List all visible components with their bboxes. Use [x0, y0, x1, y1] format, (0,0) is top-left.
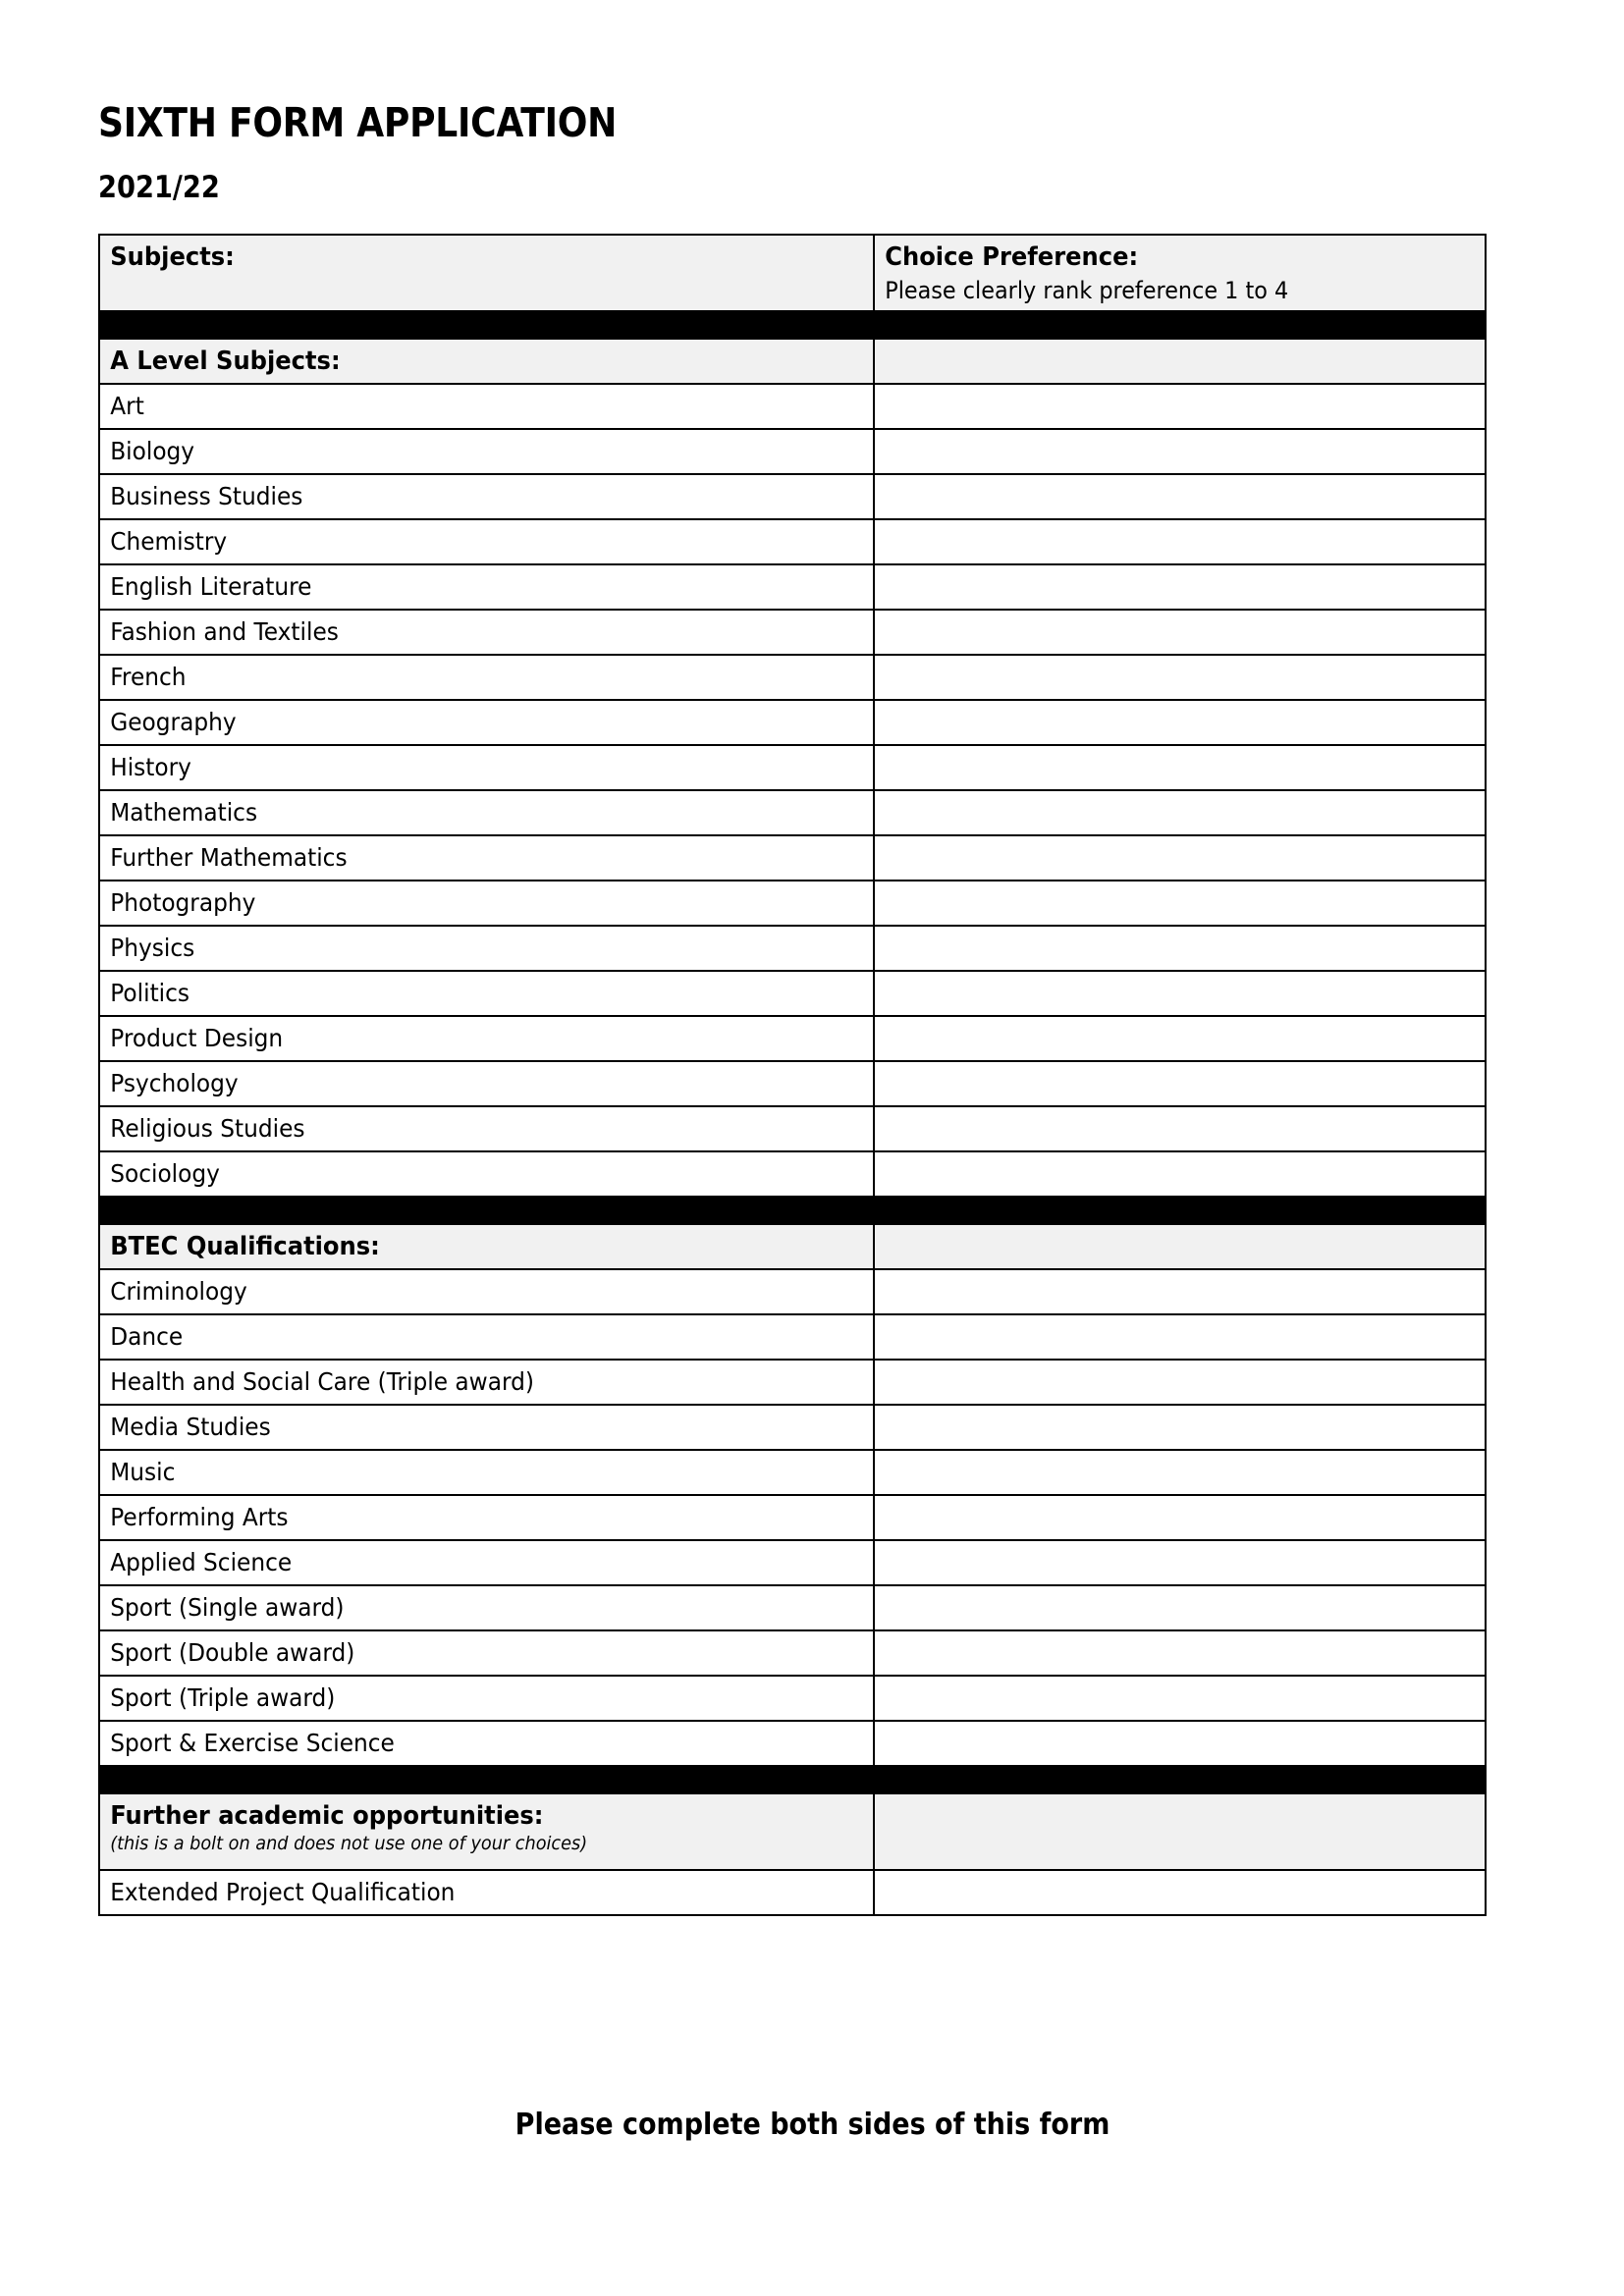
- section-divider-bar-left: [99, 1766, 874, 1793]
- subject-name-cell: [99, 1016, 874, 1061]
- subject-name-cell: [99, 1061, 874, 1106]
- table-row: [99, 1360, 1486, 1405]
- table-row: [99, 1269, 1486, 1314]
- table-row: [99, 745, 1486, 790]
- subject-name-label: Music: [110, 1458, 176, 1487]
- subject-name-label: Sport (Single award): [110, 1593, 345, 1623]
- subject-name-cell: [99, 1676, 874, 1721]
- section-header-row: [99, 1793, 1486, 1870]
- choice-preference-input-cell[interactable]: [874, 1721, 1486, 1766]
- choice-preference-input-cell[interactable]: [874, 1314, 1486, 1360]
- table-header-row: [99, 235, 1486, 311]
- choice-preference-input-cell[interactable]: [874, 835, 1486, 881]
- section-heading-label: A Level Subjects:: [110, 346, 341, 376]
- subject-name-cell: [99, 474, 874, 519]
- table-row: [99, 1540, 1486, 1585]
- section-divider-bar: [99, 1766, 1486, 1793]
- subject-name-cell: [99, 1721, 874, 1766]
- subject-name-cell: [99, 564, 874, 610]
- choice-preference-input-cell[interactable]: [874, 1151, 1486, 1197]
- subject-name-cell: [99, 971, 874, 1016]
- section-divider-bar-left: [99, 311, 874, 339]
- subject-name-cell: [99, 926, 874, 971]
- choice-preference-input-cell[interactable]: [874, 1870, 1486, 1915]
- table-row: [99, 1585, 1486, 1630]
- table-row: [99, 1405, 1486, 1450]
- subject-name-label: Psychology: [110, 1069, 239, 1098]
- subject-name-label: Business Studies: [110, 482, 303, 511]
- subject-name-cell: [99, 790, 874, 835]
- choice-preference-input-cell[interactable]: [874, 519, 1486, 564]
- subject-name-label: Criminology: [110, 1277, 247, 1307]
- table-row: [99, 971, 1486, 1016]
- choice-preference-instruction: Please clearly rank preference 1 to 4: [885, 276, 1289, 304]
- choice-preference-input-cell[interactable]: [874, 1450, 1486, 1495]
- subject-name-cell: [99, 1405, 874, 1450]
- subject-name-cell: [99, 429, 874, 474]
- section-divider-bar-left: [99, 1197, 874, 1224]
- table-row: [99, 1721, 1486, 1766]
- table-row: [99, 700, 1486, 745]
- subject-name-label: Politics: [110, 979, 190, 1008]
- table-row: [99, 519, 1486, 564]
- table-row: [99, 429, 1486, 474]
- section-header-row: [99, 1224, 1486, 1269]
- subjects-header-label: Subjects:: [110, 242, 235, 272]
- subject-name-label: History: [110, 753, 191, 782]
- choice-preference-input-cell[interactable]: [874, 655, 1486, 700]
- table-row: [99, 835, 1486, 881]
- choice-preference-input-cell[interactable]: [874, 1061, 1486, 1106]
- subject-name-label: Mathematics: [110, 798, 258, 828]
- table-row: [99, 1676, 1486, 1721]
- choice-preference-input-cell[interactable]: [874, 700, 1486, 745]
- choice-preference-header-label: Choice Preference:: [885, 242, 1139, 272]
- subject-name-label: Performing Arts: [110, 1503, 289, 1532]
- choice-preference-input-cell[interactable]: [874, 971, 1486, 1016]
- choice-preference-input-cell[interactable]: [874, 1495, 1486, 1540]
- subject-name-cell: [99, 835, 874, 881]
- subject-name-cell: [99, 745, 874, 790]
- subject-name-cell: [99, 1630, 874, 1676]
- subject-name-label: English Literature: [110, 572, 312, 602]
- table-row: [99, 474, 1486, 519]
- section-header-cell: [99, 1793, 874, 1870]
- table-row: [99, 1495, 1486, 1540]
- choice-preference-input-cell[interactable]: [874, 474, 1486, 519]
- section-header-choice-cell[interactable]: [874, 339, 1486, 384]
- subject-name-cell: [99, 1151, 874, 1197]
- choice-preference-input-cell[interactable]: [874, 1269, 1486, 1314]
- subject-name-label: Health and Social Care (Triple award): [110, 1367, 534, 1397]
- section-divider-bar-right: [874, 311, 1486, 339]
- subject-name-cell: [99, 519, 874, 564]
- section-divider-bar-right: [874, 1197, 1486, 1224]
- choice-preference-input-cell[interactable]: [874, 1676, 1486, 1721]
- table-row: [99, 1061, 1486, 1106]
- table-row: [99, 564, 1486, 610]
- subject-name-cell: [99, 1540, 874, 1585]
- choice-preference-input-cell[interactable]: [874, 610, 1486, 655]
- subject-name-label: Photography: [110, 888, 256, 918]
- section-header-choice-cell[interactable]: [874, 1793, 1486, 1870]
- subject-name-cell: [99, 1495, 874, 1540]
- subject-name-label: Sport (Triple award): [110, 1683, 336, 1713]
- subject-name-label: Art: [110, 392, 144, 421]
- header-cell-subjects: [99, 235, 874, 311]
- subject-name-cell: [99, 881, 874, 926]
- choice-preference-input-cell[interactable]: [874, 745, 1486, 790]
- choice-preference-input-cell[interactable]: [874, 384, 1486, 429]
- subject-name-cell: [99, 1314, 874, 1360]
- subject-name-label: Extended Project Qualification: [110, 1878, 456, 1907]
- subject-name-cell: [99, 1269, 874, 1314]
- subject-name-label: Applied Science: [110, 1548, 293, 1577]
- section-heading-label: Further academic opportunities:: [110, 1801, 544, 1831]
- section-heading-label: BTEC Qualifications:: [110, 1231, 380, 1261]
- subject-name-label: Biology: [110, 437, 195, 466]
- table-row: [99, 610, 1486, 655]
- table-row: [99, 384, 1486, 429]
- footer-instruction: [0, 2110, 1624, 2140]
- page-title: SIXTH FORM APPLICATION: [98, 99, 618, 146]
- table-row: [99, 926, 1486, 971]
- subject-name-label: Dance: [110, 1322, 184, 1352]
- subject-choice-table: [98, 234, 1487, 1916]
- table-row: [99, 1106, 1486, 1151]
- subject-name-label: Sport & Exercise Science: [110, 1729, 395, 1758]
- choice-preference-input-cell[interactable]: [874, 1106, 1486, 1151]
- subject-name-label: Physics: [110, 934, 195, 963]
- section-divider-bar: [99, 311, 1486, 339]
- table-row: [99, 1016, 1486, 1061]
- subject-name-cell: [99, 1360, 874, 1405]
- section-header-choice-cell[interactable]: [874, 1224, 1486, 1269]
- subject-name-label: Religious Studies: [110, 1114, 305, 1144]
- subject-name-label: French: [110, 663, 187, 692]
- table-row: [99, 1450, 1486, 1495]
- subject-name-label: Sociology: [110, 1159, 220, 1189]
- subject-name-label: Further Mathematics: [110, 843, 348, 873]
- table-row: [99, 655, 1486, 700]
- subject-name-label: Geography: [110, 708, 237, 737]
- subject-name-cell: [99, 1870, 874, 1915]
- header-cell-choice: [874, 235, 1486, 311]
- subject-name-cell: [99, 700, 874, 745]
- choice-preference-input-cell[interactable]: [874, 1540, 1486, 1585]
- subject-name-cell: [99, 1106, 874, 1151]
- subject-name-label: Chemistry: [110, 527, 228, 557]
- footer-instruction-text: Please complete both sides of this form: [514, 2108, 1110, 2142]
- table-row: [99, 1314, 1486, 1360]
- choice-preference-input-cell[interactable]: [874, 790, 1486, 835]
- subject-name-label: Media Studies: [110, 1413, 271, 1442]
- subject-name-cell: [99, 384, 874, 429]
- subject-name-cell: [99, 1585, 874, 1630]
- subject-name-label: Sport (Double award): [110, 1638, 355, 1668]
- academic-year-subtitle: 2021/22: [98, 170, 220, 205]
- section-divider-bar-right: [874, 1766, 1486, 1793]
- table-row: [99, 1870, 1486, 1915]
- section-header-cell: [99, 339, 874, 384]
- section-header-cell: [99, 1224, 874, 1269]
- table-row: [99, 790, 1486, 835]
- table-row: [99, 881, 1486, 926]
- section-header-row: [99, 339, 1486, 384]
- section-heading-note: (this is a bolt on and does not use one of your choices): [110, 1832, 588, 1854]
- subject-name-label: Fashion and Textiles: [110, 617, 339, 647]
- choice-preference-input-cell[interactable]: [874, 429, 1486, 474]
- subject-name-label: Product Design: [110, 1024, 284, 1053]
- choice-preference-input-cell[interactable]: [874, 1630, 1486, 1676]
- subject-name-cell: [99, 610, 874, 655]
- choice-preference-input-cell[interactable]: [874, 1405, 1486, 1450]
- choice-preference-input-cell[interactable]: [874, 926, 1486, 971]
- section-divider-bar: [99, 1197, 1486, 1224]
- subject-name-cell: [99, 655, 874, 700]
- choice-preference-input-cell[interactable]: [874, 1360, 1486, 1405]
- table-row: [99, 1630, 1486, 1676]
- table-row: [99, 1151, 1486, 1197]
- choice-preference-input-cell[interactable]: [874, 1016, 1486, 1061]
- choice-preference-input-cell[interactable]: [874, 881, 1486, 926]
- subject-name-cell: [99, 1450, 874, 1495]
- choice-preference-input-cell[interactable]: [874, 1585, 1486, 1630]
- choice-preference-input-cell[interactable]: [874, 564, 1486, 610]
